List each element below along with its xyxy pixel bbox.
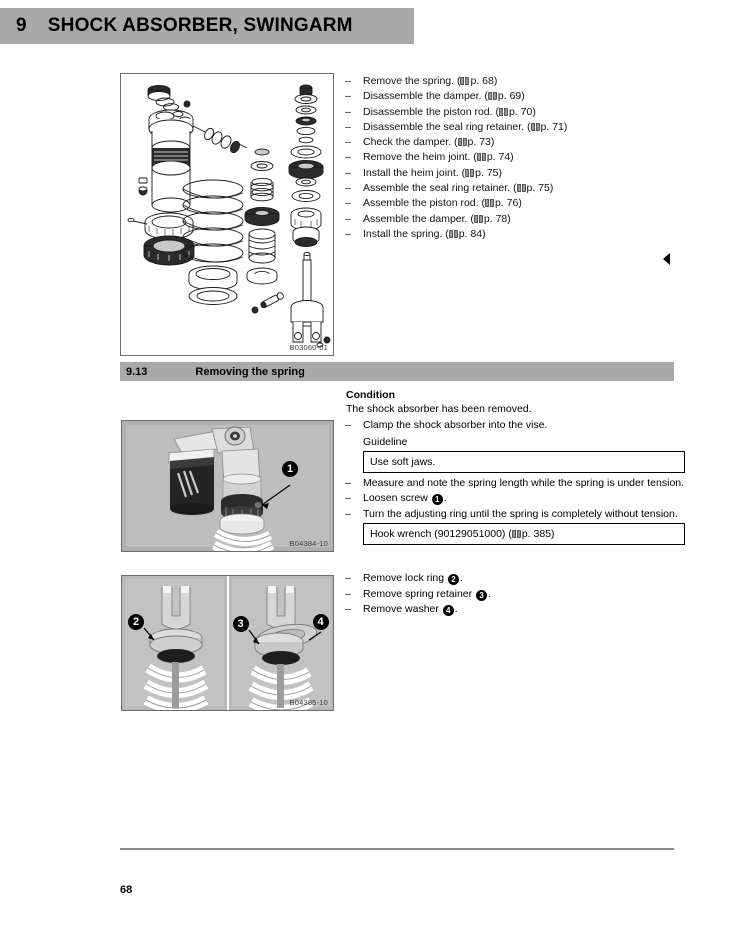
- task-suffix: ): [493, 75, 498, 87]
- list-dash: –: [345, 120, 351, 133]
- list-item: [345, 196, 685, 211]
- task-label: Check the damper. (: [363, 136, 458, 149]
- list-text: [363, 227, 685, 242]
- figure-caption-vise: B04384-10: [289, 539, 328, 548]
- procedure-step: [345, 507, 685, 549]
- page-number: 68: [120, 884, 133, 896]
- step-dash: –: [345, 587, 351, 600]
- list-text: [363, 196, 685, 211]
- figure-caption-exploded: B03060-01: [289, 343, 328, 352]
- list-dash: –: [345, 136, 351, 149]
- list-text: [363, 120, 685, 135]
- inline-callout-1: 1: [432, 494, 443, 505]
- task-page-ref[interactable]: p. 75: [475, 166, 499, 179]
- step-text: [363, 572, 463, 584]
- step-dash: –: [345, 492, 351, 504]
- step-body: [363, 507, 685, 549]
- task-label: Remove the heim joint. (: [363, 151, 477, 164]
- panel-left-illustration: [122, 576, 227, 710]
- book-reference-icon: [531, 123, 540, 131]
- step-text-before: Remove spring retainer: [363, 587, 476, 600]
- list-dash: –: [345, 197, 351, 210]
- section-title: Removing the spring: [195, 365, 305, 378]
- list-dash: –: [345, 75, 351, 87]
- step-dash: –: [345, 476, 351, 489]
- list-item: [345, 74, 685, 89]
- footer-divider: [120, 848, 674, 850]
- step-body: [363, 587, 685, 603]
- book-reference-icon: [488, 92, 497, 100]
- list-item: [345, 227, 685, 242]
- step-dash: –: [345, 419, 351, 431]
- inline-callout-4: 4: [443, 605, 454, 616]
- procedure-step: [345, 587, 685, 603]
- step-dash: –: [345, 572, 351, 584]
- procedure-step: [345, 491, 685, 507]
- page-edge-marker-triangle-icon: [663, 253, 670, 265]
- inline-callout-3: 3: [476, 590, 487, 601]
- inline-callout-2: 2: [448, 574, 459, 585]
- task-page-ref[interactable]: p. 69: [497, 90, 522, 103]
- procedure-steps-lower: [345, 571, 685, 618]
- guideline-spec-box: Use soft jaws.: [363, 451, 685, 473]
- step-text-before: Remove lock ring: [363, 572, 448, 584]
- task-suffix: ): [482, 227, 486, 240]
- task-suffix: ): [521, 90, 525, 103]
- task-suffix: ): [507, 212, 511, 225]
- tool-spec-box: [363, 523, 685, 545]
- task-label: Assemble the damper. (: [363, 212, 474, 225]
- list-text: [363, 89, 685, 104]
- list-dash: –: [345, 182, 351, 195]
- step-text-after: .: [443, 492, 447, 504]
- chapter-header-bar: [0, 8, 414, 44]
- figure-panel-right: [227, 576, 334, 710]
- task-label: Disassemble the seal ring retainer. (: [363, 120, 531, 133]
- list-dash: –: [345, 212, 351, 225]
- procedure-step: [345, 571, 685, 587]
- list-dash: –: [345, 227, 351, 240]
- task-page-ref[interactable]: p. 78: [483, 212, 508, 225]
- list-text: [363, 181, 685, 196]
- condition-label: Condition: [346, 389, 395, 401]
- exploded-view-drawing: [121, 74, 333, 355]
- section-number: 9.13: [126, 365, 148, 378]
- task-suffix: ): [563, 120, 568, 133]
- figure-shock-absorber-in-vise: [121, 420, 334, 552]
- procedure-step: [345, 602, 685, 618]
- task-label: Assemble the seal ring retainer. (: [363, 182, 517, 195]
- task-suffix: ): [518, 197, 522, 210]
- task-label: Assemble the piston rod. (: [363, 197, 485, 210]
- list-text: [363, 150, 685, 165]
- figure-callout-4: 4: [313, 614, 329, 630]
- step-text-before: Loosen screw: [363, 492, 431, 504]
- chapter-number: 9: [16, 15, 27, 36]
- list-item: [345, 212, 685, 227]
- task-suffix: ): [498, 166, 502, 179]
- task-suffix: ): [490, 136, 495, 149]
- list-item: [345, 105, 685, 120]
- task-suffix: ): [549, 182, 554, 195]
- task-page-ref[interactable]: p. 84: [458, 227, 483, 240]
- book-reference-icon: [517, 184, 526, 192]
- figure-callout-2: 2: [128, 614, 144, 630]
- overview-task-list: [345, 74, 685, 242]
- list-item: [345, 166, 685, 181]
- step-text: [363, 603, 458, 615]
- step-text: [363, 588, 491, 600]
- task-page-ref[interactable]: p. 71: [540, 120, 564, 133]
- guideline-label: Guideline: [363, 435, 408, 448]
- figure-caption-rings: B04385-10: [289, 698, 328, 707]
- step-body: [363, 491, 685, 507]
- task-page-ref[interactable]: p. 73: [467, 136, 491, 149]
- book-reference-icon: [512, 530, 521, 538]
- book-reference-icon: [477, 153, 486, 161]
- task-label: Install the spring. (: [363, 227, 449, 240]
- task-label: Remove the spring. (: [363, 75, 461, 87]
- step-dash: –: [345, 507, 351, 520]
- list-dash: –: [345, 105, 351, 118]
- book-reference-icon: [485, 199, 494, 207]
- step-body: [363, 418, 685, 476]
- vise-photo-illustration: [122, 421, 333, 551]
- task-suffix: ): [532, 105, 536, 118]
- figure-callout-1: 1: [282, 461, 298, 477]
- task-label: Install the heim joint. (: [363, 166, 466, 179]
- procedure-steps-upper: [345, 418, 685, 548]
- list-text: [363, 135, 685, 150]
- step-body: [363, 571, 685, 587]
- list-text: [363, 74, 685, 89]
- list-text: [363, 212, 685, 227]
- step-text: Turn the adjusting ring until the spring is completely without tension.: [363, 507, 678, 520]
- figure-exploded-shock-absorber: [120, 73, 334, 356]
- task-label: Disassemble the damper. (: [363, 90, 488, 103]
- list-text: [363, 105, 685, 120]
- figure-lock-ring-retainer-washer: [121, 575, 334, 711]
- task-page-ref[interactable]: p. 75: [526, 182, 550, 195]
- list-item: [345, 150, 685, 165]
- task-page-ref[interactable]: p. 76: [494, 197, 519, 210]
- list-item: [345, 120, 685, 135]
- list-dash: –: [345, 151, 351, 164]
- tool-suffix: ): [551, 528, 555, 540]
- book-reference-icon: [465, 169, 474, 177]
- condition-block: [346, 388, 686, 417]
- section-header-bar: [120, 362, 674, 381]
- procedure-step: [345, 418, 685, 476]
- list-dash: –: [345, 166, 351, 179]
- step-text: Measure and note the spring length while the spring is under tension.: [363, 476, 685, 489]
- panel-right-illustration: [229, 576, 334, 710]
- condition-text: The shock absorber has been removed.: [346, 403, 532, 415]
- task-label: Disassemble the piston rod. (: [363, 105, 499, 118]
- task-page-ref[interactable]: p. 70: [508, 105, 533, 118]
- list-item: [345, 181, 685, 196]
- task-page-ref[interactable]: p. 74: [486, 151, 511, 164]
- procedure-step: [345, 476, 685, 492]
- step-text-after: .: [460, 572, 463, 584]
- book-reference-icon: [460, 77, 469, 85]
- book-reference-icon: [499, 108, 508, 116]
- step-text-after: .: [454, 603, 458, 615]
- book-reference-icon: [449, 230, 458, 238]
- list-text: [363, 166, 685, 181]
- step-text: [363, 492, 447, 504]
- book-reference-icon: [458, 138, 467, 146]
- figure-callout-3: 3: [233, 616, 249, 632]
- chapter-title: SHOCK ABSORBER, SWINGARM: [47, 15, 353, 36]
- step-text-before: Remove washer: [363, 603, 442, 615]
- list-dash: –: [345, 90, 351, 103]
- list-item: [345, 89, 685, 104]
- task-suffix: ): [510, 151, 514, 164]
- figure-panel-left: [122, 576, 227, 710]
- book-reference-icon: [474, 215, 483, 223]
- list-item: [345, 135, 685, 150]
- tool-name: Hook wrench (90129051000) (: [370, 528, 512, 540]
- task-page-ref[interactable]: p. 68: [470, 75, 494, 87]
- step-text-after: .: [488, 587, 491, 600]
- step-text: Clamp the shock absorber into the vise.: [363, 419, 548, 431]
- step-body: [363, 602, 685, 618]
- step-body: [363, 476, 685, 492]
- step-dash: –: [345, 603, 351, 615]
- tool-page-ref[interactable]: p. 385: [521, 528, 552, 540]
